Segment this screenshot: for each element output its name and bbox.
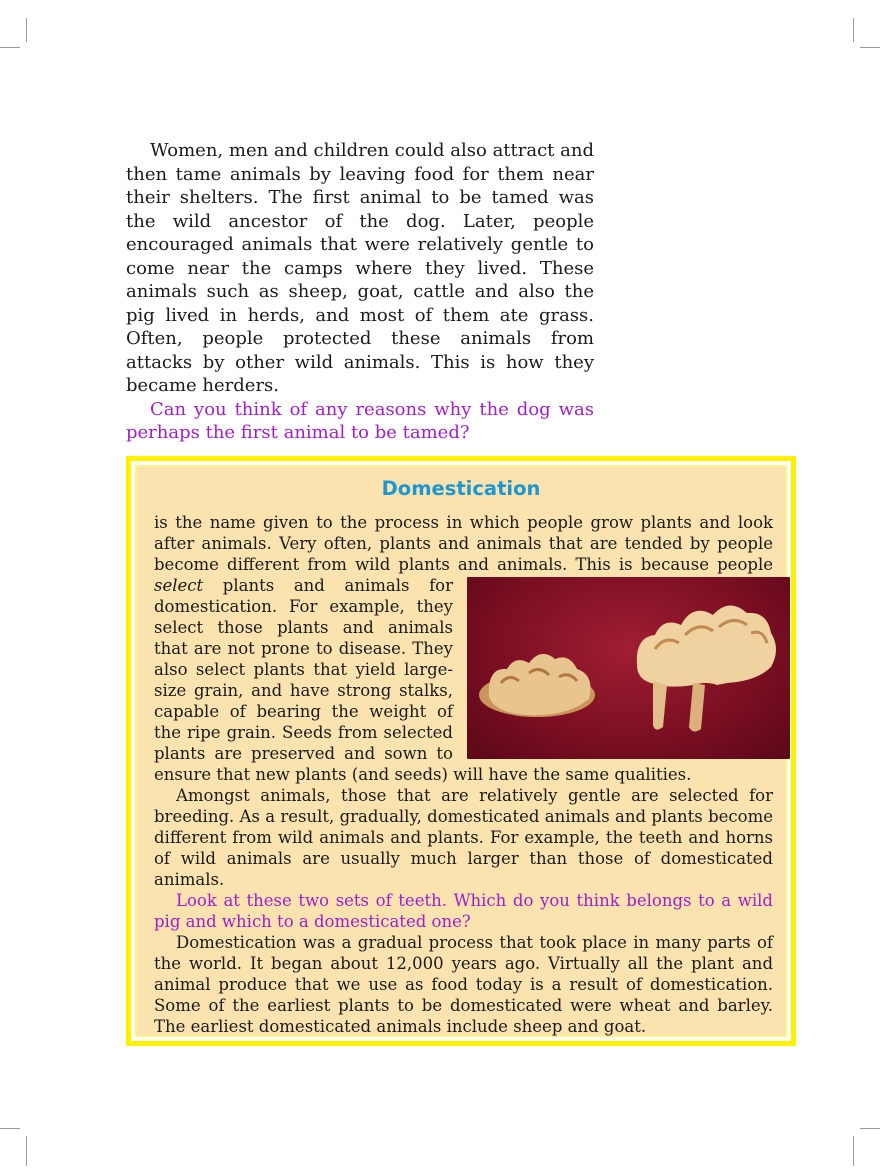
crop-mark (26, 18, 27, 42)
p1-select: select (154, 576, 204, 595)
domestication-box (126, 456, 796, 1046)
crop-mark (860, 1128, 880, 1129)
box-paragraph-1 (154, 512, 773, 785)
crop-mark (853, 1136, 854, 1166)
box-paragraph-2: Amongst animals, those that are relatively gentle are selected for breeding. As a result, gradually, domesticated animals and plants become different from wild animals and plants. For example, the teeth and horns of wild animals are usually much larger than those of domesticated animals. (154, 786, 773, 889)
question-dog: Can you think of any reasons why the dog was perhaps the first animal to be tamed? (126, 398, 594, 443)
box-paragraph-3: Domestication was a gradual process that took place in many parts of the world. It began about 12,000 years ago. Virtually all the plant and animal produce that we use as food today is a result of domestication. Some of the earliest plants to be domesticated were wheat and barley. The earliest domesticated animals include sheep and goat. (154, 933, 773, 1036)
main-text (126, 139, 594, 445)
box-text (154, 512, 773, 1037)
crop-mark (0, 1128, 20, 1129)
paragraph-herders: Women, men and children could also attract and then tame animals by leaving food for them near their shelters. The first animal to be tamed was the wild ancestor of the dog. Later, people encouraged animals that were relatively gentle to come near the camps where they lived. These animals such as sheep, goat, cattle and also the pig lived in herds, and most of them ate grass. Often, people protected these animals from attacks by other wild animals. This is how they became herders. (126, 140, 594, 396)
domestication-box-inner (135, 465, 787, 1037)
box-question-teeth: Look at these two sets of teeth. Which do you think belongs to a wild pig and which to a domesticated one? (154, 891, 773, 931)
crop-mark (0, 47, 20, 48)
p1-part-b: plants and animals for domestication. For example, they select those plants and animals that are not prone to disease. They also select plants that yield large-size grain, and have strong stalks, capable of bearing the weight of the ripe grain. Seeds from selected plants are preserved and sown to ensure that new plants (and seeds) will have the same qualities. (154, 576, 692, 784)
box-title: Domestication (381, 477, 541, 500)
p1-part-a: is the name given to the process in which people grow plants and look after animals. Very often, plants and animals that are tended by people become different from wild plants and animals. This is because people (154, 513, 773, 574)
teeth-photo (467, 577, 790, 759)
crop-mark (853, 18, 854, 42)
crop-mark (860, 47, 880, 48)
crop-mark (26, 1136, 27, 1166)
